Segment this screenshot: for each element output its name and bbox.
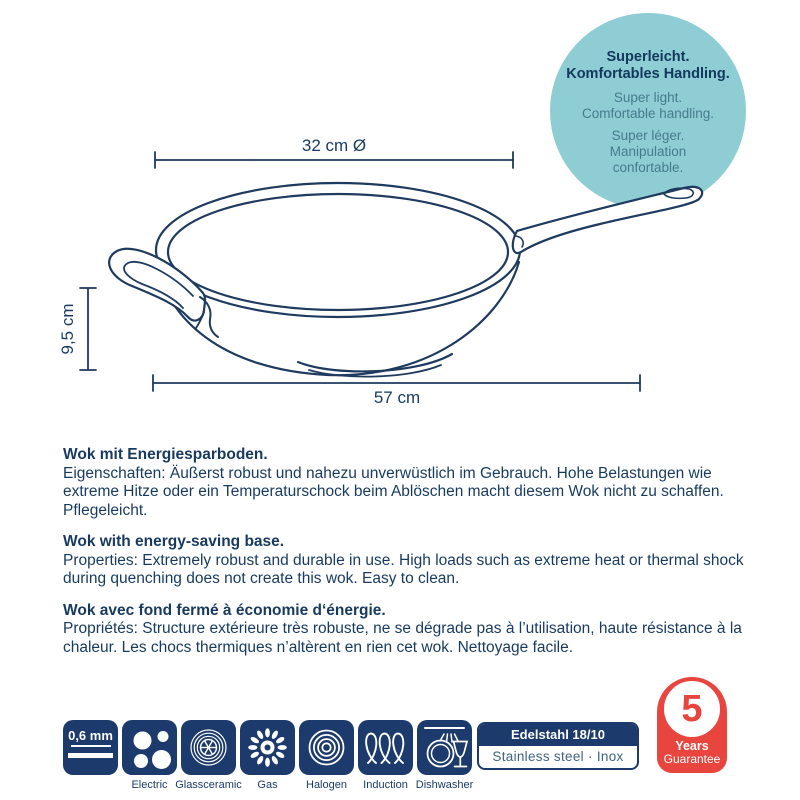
description-blocks (63, 446, 747, 670)
dishwasher-safe-icon (417, 720, 472, 775)
induction-hob-icon (358, 720, 413, 775)
feature-en-line2: Comfortable handling. (581, 106, 715, 121)
guarantee-number-circle (662, 679, 722, 739)
description-english-heading: Wok with energy-saving base. (63, 533, 285, 550)
material-name-en-fr: Stainless steel · Inox (492, 749, 624, 764)
thickness-value: 0,6 mm (68, 728, 113, 743)
feature-en-line1: Super light. (613, 90, 683, 105)
glassceramic-label: Glassceramic (175, 779, 242, 791)
description-english (63, 533, 747, 589)
feature-de-line2: Komfortables Handling. (566, 65, 730, 82)
gas-hob-icon (240, 720, 295, 775)
glassceramic-hob-icon (181, 720, 236, 775)
guarantee-years-label: Years (675, 739, 709, 753)
material-name-german: Edelstahl 18/10 (479, 724, 637, 746)
material-thickness-icon (63, 720, 118, 775)
description-french-heading: Wok avec fond fermé à économie d‘énergie. (63, 601, 386, 619)
material-info-box (477, 722, 639, 770)
halogen-tile (299, 720, 354, 775)
electric-tile-wrap (122, 720, 177, 791)
dishwasher-label: Dishwasher (415, 779, 474, 791)
dishwasher-tile (417, 720, 472, 775)
gas-tile (240, 720, 295, 775)
electric-hob-icon (122, 720, 177, 775)
electric-tile (122, 720, 177, 775)
guarantee-badge (657, 677, 727, 773)
height-dimension-label: 9,5 cm (58, 303, 77, 355)
description-french-body: Propriétés: Structure extérieure très robuste, ne se dégrade pas à l’utilisation, haute résistance à la chaleur. Les chocs thermiques n’altèrent en rien cet wok. Nettoyage facile. (63, 620, 742, 656)
guarantee-number: 5 (681, 688, 703, 730)
guarantee-word-label: Guarantee (663, 752, 721, 766)
glassceramic-tile-wrap (175, 720, 242, 791)
induction-label: Induction (363, 779, 408, 791)
halogen-tile-wrap (299, 720, 354, 791)
gas-tile-wrap (240, 720, 295, 791)
description-german-heading: Wok mit Energiesparboden. (63, 446, 268, 463)
description-german (63, 446, 747, 520)
wok-body-outline (156, 183, 520, 377)
thickness-bar (68, 753, 113, 759)
gas-label: Gas (257, 779, 278, 791)
induction-tile-wrap (358, 720, 413, 791)
thickness-tile-wrap (63, 720, 118, 791)
glassceramic-tile (181, 720, 236, 775)
halogen-hob-icon (299, 720, 354, 775)
thickness-underline (71, 745, 111, 747)
dishwasher-tile-wrap (417, 720, 472, 791)
feature-fr-line3: confortable. (612, 160, 684, 175)
length-dimension-label: 57 cm (373, 388, 421, 407)
feature-de-line1: Superleicht. (606, 49, 690, 65)
feature-fr-line1: Super léger. (611, 128, 685, 143)
electric-label: Electric (131, 779, 168, 791)
induction-tile (358, 720, 413, 775)
feature-fr-line2: Manipulation (609, 144, 687, 159)
wok-long-handle (513, 187, 702, 253)
description-english-body: Properties: Extremely robust and durable in use. High loads such as extreme heat or thermal shock during quenching does not create this wok. Easy to clean. (63, 551, 744, 587)
compatibility-icon-row (63, 720, 472, 791)
description-french (63, 602, 747, 658)
wok-helper-handle (109, 249, 218, 337)
diameter-dimension-label: 32 cm Ø (301, 136, 367, 155)
description-german-body: Eigenschaften: Äußerst robust und nahezu unverwüstlich im Gebrauch. Hohe Belastungen wie extreme Hitze oder ein Temperaturschock beim Ablöschen macht diesem Wok nicht zu schaffen. Pflegeleicht. (63, 464, 724, 519)
halogen-label: Halogen (306, 779, 347, 791)
